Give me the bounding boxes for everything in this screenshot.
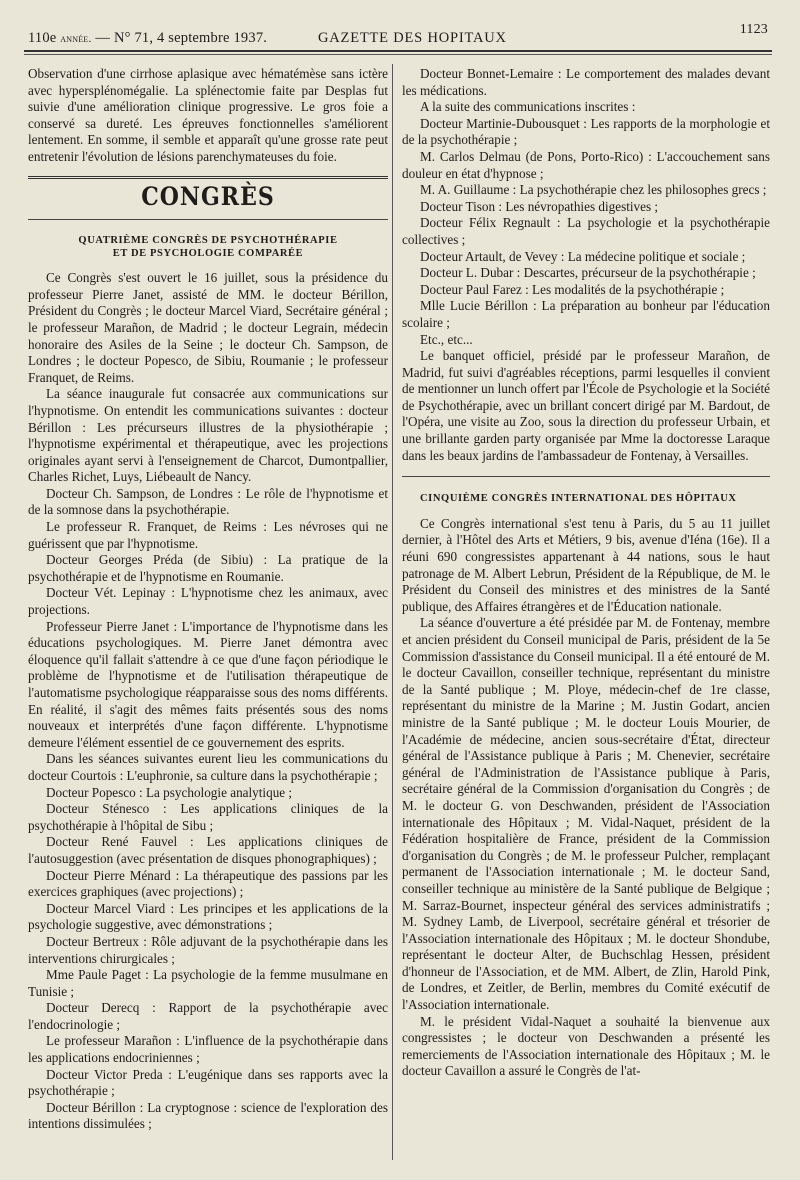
paragraph: Ce Congrès international s'est tenu à Paris, du 5 au 11 juillet dernier, à l'Hôtel des Arts et Métiers, 9 bis, avenue d'Iéna (16e). Il a réuni 690 congressistes appartenant à 44 nations, sous le haut patronage de M. Albert Lebrun, Président de la République, de M. le Président du Conseil des ministres et des ministres de la Santé publique, des Affaires étrangères et de l'Éducation nationale. <box>402 515 770 614</box>
paragraph: Docteur Popesco : La psychologie analytique ; <box>46 784 293 800</box>
intro-paragraph: Observation d'une cirrhose aplasique avec hématémèse sans ictère avec hypersplénomégalie. La splénectomie faite par Desplas fut suivie d'une amélioration clinique progressive. Le gros foie a conservé sa dureté. Les épreuves fonctionnelles s'améliorent lentement. En somme, il semble et apparaît qu'une grosse rate peut entretenir l'évolution de lésions parenchymateuses du foie. <box>28 66 388 164</box>
left-paragraphs <box>28 270 388 1133</box>
paragraph: Docteur Martinie-Dubousquet : Les rapports de la morphologie et de la psychothérapie ; <box>402 115 770 148</box>
title-rule <box>28 219 388 220</box>
right-paragraphs-top <box>402 66 770 464</box>
paragraph: Docteur Vét. Lepinay : L'hypnotisme chez les animaux, avec projections. <box>28 585 388 618</box>
paragraph: La séance inaugurale fut consacrée aux communications sur l'hypnotisme. On entendit les communications suivantes : docteur Bérillon : Les précurseurs illustres de la physiothérapie ; l'hypnotisme expérimental et thérapeutique, avec les projections originales ayant servi à l'enseignement de Charcot, Dumontpallier, Charles Richet, Luys, Liébeault de Nancy. <box>28 386 388 485</box>
subsection-title <box>28 234 388 260</box>
journal-title: GAZETTE DES HOPITAUX <box>318 30 507 46</box>
year-label: 110e <box>28 30 57 46</box>
paragraph: M. le président Vidal-Naquet a souhaité la bienvenue aux congressistes ; le docteur von Deschwanden a présenté les remerciements de l'Association internationale des Hôpitaux ; M. le docteur Cavaillon a assuré le Congrès de l'at- <box>402 1013 770 1079</box>
paragraph: Docteur Félix Regnault : La psychologie et la psychothérapie collectives ; <box>402 215 770 247</box>
paragraph: Docteur Paul Farez : Les modalités de la psychothérapie ; <box>420 281 725 297</box>
issue-info <box>28 30 267 47</box>
right-column <box>402 66 770 1080</box>
paragraph: Docteur Artault, de Vevey : La médecine politique et sociale ; <box>420 248 746 264</box>
section-title: CONGRÈS <box>141 181 275 212</box>
paragraph: Docteur Marcel Viard : Les principes et les applications de la psychologie suggestive, avec démonstrations ; <box>28 900 388 933</box>
paragraph: Le professeur R. Franquet, de Reims : Les névroses qui ne guérissent que par l'hypnotisme. <box>28 519 388 551</box>
paragraph: Docteur Bérillon : La cryptognose : science de l'exploration des intentions dissimulées ; <box>28 1099 388 1132</box>
subsection-title-line2: ET DE PSYCHOLOGIE COMPARÉE <box>112 248 304 260</box>
paragraph: M. A. Guillaume : La psychothérapie chez les philosophes grecs ; <box>420 182 767 198</box>
paragraph: Docteur Sténesco : Les applications cliniques de la psychothérapie à l'hôpital de Sibu ; <box>28 801 388 833</box>
header-rule-thin <box>24 54 772 55</box>
paragraph: Docteur Bonnet-Lemaire : Le comportement des malades devant les médications. <box>402 66 770 98</box>
paragraph: Docteur Tison : Les névropathies digestives ; <box>420 198 659 214</box>
section-rule <box>28 176 388 179</box>
annee-label: année. <box>60 31 92 45</box>
paragraph: Docteur L. Dubar : Descartes, précurseur de la psychothérapie ; <box>420 265 756 281</box>
issue-label: — N° 71, 4 septembre 1937. <box>95 30 268 46</box>
paragraph: M. Carlos Delmau (de Pons, Porto-Rico) : L'accouchement sans douleur en état d'hypnose ; <box>402 148 770 181</box>
paragraph: Etc., etc... <box>420 331 473 347</box>
paragraph: Docteur Derecq : Rapport de la psychothérapie avec l'endocrinologie ; <box>28 1000 388 1032</box>
column-divider <box>392 64 393 1160</box>
paragraph: La séance d'ouverture a été présidée par M. de Fontenay, membre et ancien président du Conseil municipal de Paris, président de la 5e Commission d'assistance du Conseil municipal. Il a été entouré de M. le docteur Cavaillon, conseiller technique, représentant du ministre de la Santé publique ; M. Ploye, médecin-chef de 1re classe, représentant du ministre de la Marine ; M. Justin Godart, ancien ministre de la Santé publique ; M. le docteur Louis Mourier, de l'Académie de médecine, ancien sous-secrétaire d'État, directeur général de l'Assistance publique à Paris ; M. Chenevier, secrétaire général de l'Administration de l'Assistance publique à Paris, secrétaire général de la Commission d'organisation du Congrès ; de M. le docteur G. von Deschwanden, président de l'Association internationale des Hôpitaux ; M. Vidal-Naquet, président de la Fédération hospitalière de France, président de la Commission d'organisation du Congrès ; de M. le professeur Pulcher, remplaçant permanent de l'Association internationale ; M. le docteur Sand, conseiller technique au ministère de la Santé publique de Belgique ; M. Sarraz-Bournet, inspecteur général des services administratifs ; M. Sydney Lamb, de Liverpool, secrétaire général et trésorier de l'Association internationale des Hôpitaux ; M. le docteur Shondube, représentant le docteur Alter, de Buchschlag Hessen, président d'honneur de l'Association, et de MM. Albert, de Zlin, Harold Pink, de Londres, et Zeitler, de Berlin, membres du Comité exécutif de l'Association internationale. <box>402 615 770 1013</box>
paragraph: Docteur René Fauvel : Les applications cliniques de l'autosuggestion (avec présentation de disques phonographiques) ; <box>28 834 388 866</box>
right-section-rule <box>402 476 770 477</box>
left-column <box>28 66 388 1133</box>
paragraph: Ce Congrès s'est ouvert le 16 juillet, sous la présidence du professeur Pierre Janet, assisté de MM. le docteur Bérillon, Président du Congrès ; le docteur Marcel Viard, Secrétaire général ; le professeur Marañon, de Madrid ; le docteur Legrain, médecin honoraire des Asiles de la Seine ; le docteur Ch. Sampson, de Londres ; le docteur Popesco, de Sibiu, Roumanie ; le professeur Franquet, de Reims. <box>28 270 388 385</box>
paragraph: Docteur Pierre Ménard : La thérapeutique des passions par les exercices graphiques (avec projections) ; <box>28 867 388 900</box>
header-rule <box>24 50 772 52</box>
paragraph: Mlle Lucie Bérillon : La préparation au bonheur par l'éducation scolaire ; <box>402 298 770 330</box>
paragraph: Docteur Georges Préda (de Sibiu) : La pratique de la psychothérapie et de l'hypnotisme en Roumanie. <box>28 552 388 584</box>
subsection-title-line1: QUATRIÈME CONGRÈS DE PSYCHOTHÉRAPIE <box>78 235 338 247</box>
page-header <box>28 22 768 46</box>
right-paragraphs-bottom <box>402 516 770 1080</box>
right-subsection-title: CINQUIÈME CONGRÈS INTERNATIONAL DES HÔPITAUX <box>420 493 737 505</box>
page-number: 1123 <box>739 22 768 37</box>
paragraph: Le banquet officiel, présidé par le professeur Marañon, de Madrid, fut suivi d'agréables réceptions, parmi lesquelles il convient de mentionner un lunch offert par l'École de Psychologie et la Société de Psychothérapie, avec un brillant concert dirigé par M. Bardout, de l'Opéra, une visite au Zoo, sous la direction du professeur Urbain, et une brillante garden party organisée par Mme la doctoresse Laraque dans les beaux jardins de l'ambassadeur de Fontenay, à Versailles. <box>402 348 770 463</box>
paragraph: Docteur Ch. Sampson, de Londres : Le rôle de l'hypnotisme et de la somnose dans la psychothérapie. <box>28 485 388 518</box>
paragraph: Docteur Victor Preda : L'eugénique dans ses rapports avec la psychothérapie ; <box>28 1066 388 1099</box>
paragraph: Le professeur Marañon : L'influence de la psychothérapie dans les applications endocriniennes ; <box>28 1033 388 1066</box>
paragraph: Professeur Pierre Janet : L'importance de l'hypnotisme dans les éducations psychologiques. M. Pierre Janet démontra avec éloquence qu'il fallait s'attendre à ce que d'une façon périodique le problème de l'hypnotisme et de l'utilisation thérapeutique de l'automatisme psychologique réapparaisse sous des noms différents. En réalité, il s'agit des mêmes faits présentés sous des noms nouveaux et interprétés d'une façon différente. L'hypnotisme demeure l'élément essentiel de ce gouvernement des esprits. <box>28 618 388 750</box>
paragraph: Dans les séances suivantes eurent lieu les communications du docteur Courtois : L'euphronie, sa culture dans la psychothérapie ; <box>28 751 388 783</box>
paragraph: Docteur Bertreux : Rôle adjuvant de la psychothérapie dans les interventions chirurgicales ; <box>28 933 388 966</box>
paragraph: A la suite des communications inscrites : <box>420 99 636 115</box>
paragraph: Mme Paule Paget : La psychologie de la femme musulmane en Tunisie ; <box>28 967 388 999</box>
